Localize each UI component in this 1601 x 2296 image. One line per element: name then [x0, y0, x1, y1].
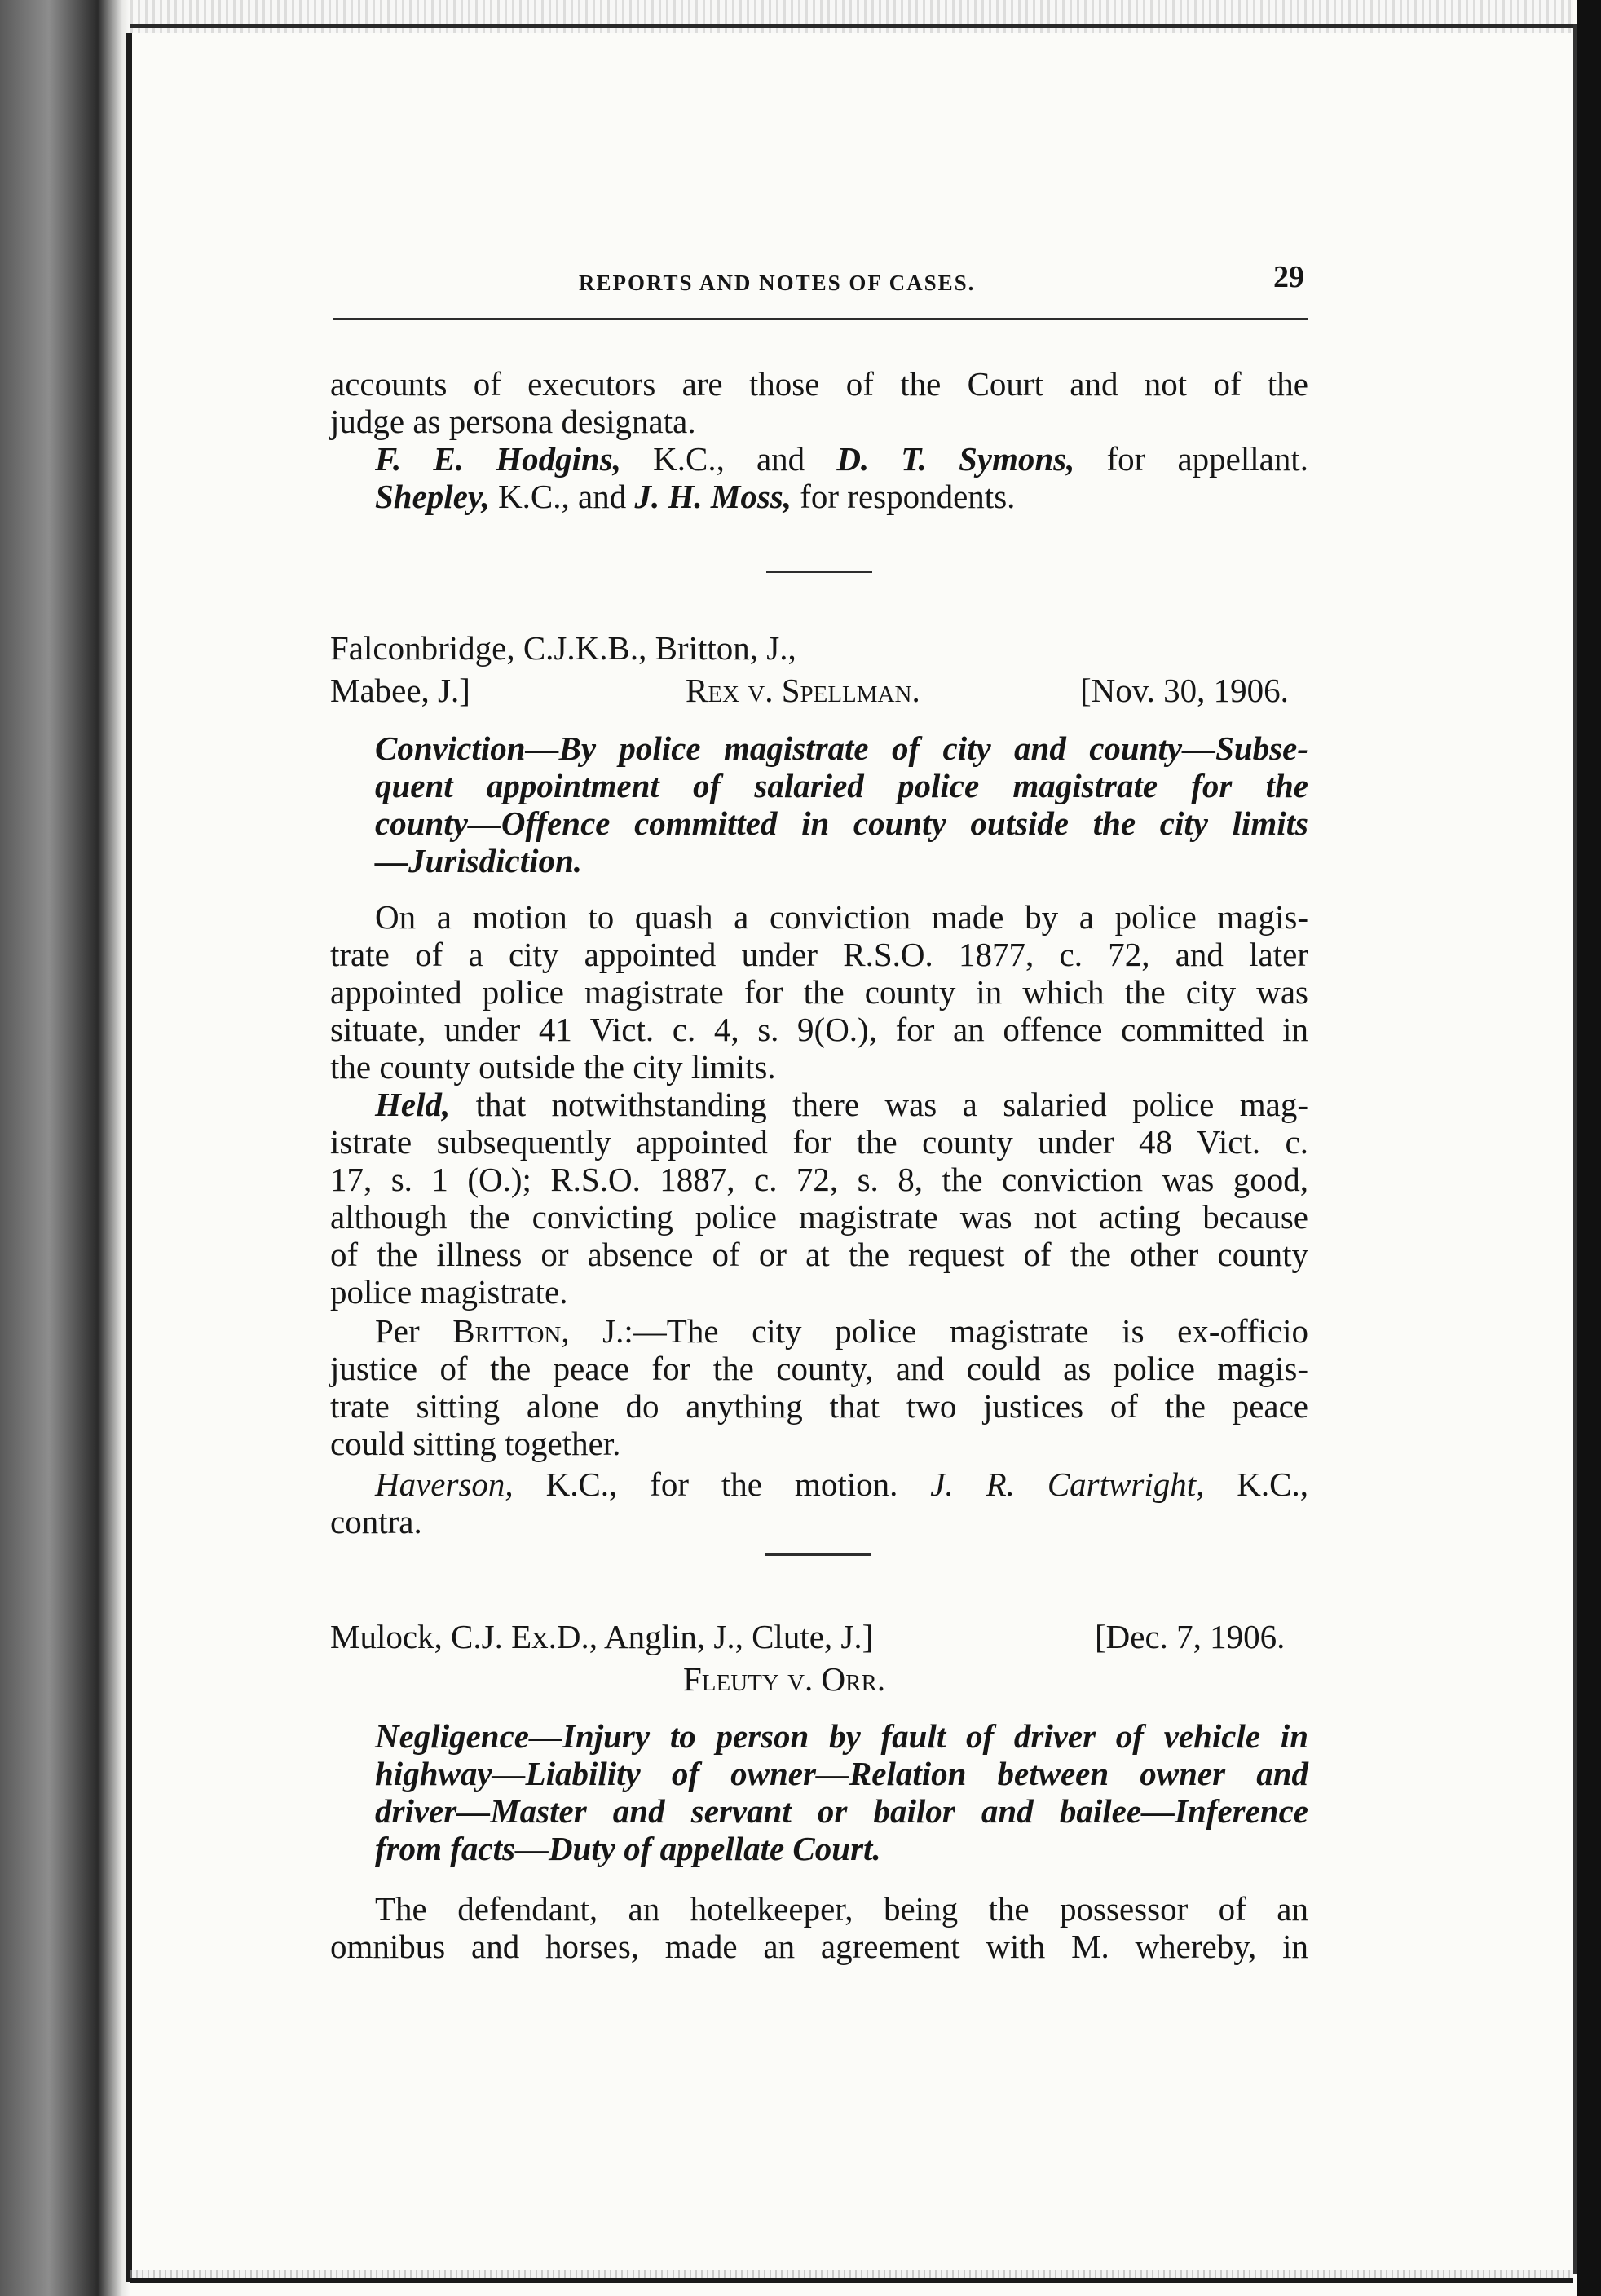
text-line: police magistrate. — [330, 1273, 568, 1311]
case-separator-rule — [765, 1553, 871, 1556]
text-line: omnibus and horses, made an agreement with M. whereby, in — [330, 1928, 1308, 1965]
counsel-name: Shepley, — [375, 478, 490, 515]
running-head: REPORTS AND NOTES OF CASES. — [579, 271, 976, 295]
counsel-line — [375, 478, 1308, 515]
scan-left-edge — [0, 0, 130, 2296]
counsel-line — [375, 1465, 1308, 1503]
text-line: situate, under 41 Vict. c. 4, s. 9(O.), for an offence committed in — [330, 1011, 1308, 1048]
text-span: that notwithstanding there was a salaried police mag- — [450, 1086, 1308, 1123]
counsel-name: J. H. Moss, — [634, 478, 792, 515]
text-line: could sitting together. — [330, 1425, 621, 1462]
headnote-line: —Jurisdiction. — [375, 842, 583, 879]
case-title: Fleuty v. Orr. — [683, 1660, 886, 1698]
scan-bottom-edge — [130, 2270, 1573, 2278]
text-span: K.C., and — [489, 478, 635, 515]
judges-line: Mulock, C.J. Ex.D., Anglin, J., Clute, J.] — [330, 1618, 874, 1655]
text-line: The defendant, an hotelkeeper, being the possessor of an — [375, 1890, 1308, 1928]
text-span: for appellant. — [1074, 440, 1308, 478]
text-span: for respondents. — [792, 478, 1016, 515]
text-line: of the illness or absence of or at the request of the other county — [330, 1236, 1308, 1273]
judges-line: Mabee, J.] — [330, 672, 470, 709]
counsel-name: F. E. Hodgins, — [375, 440, 621, 478]
text-line: 17, s. 1 (O.); R.S.O. 1887, c. 72, s. 8, the conviction was good, — [330, 1161, 1308, 1198]
held-word: Held, — [375, 1086, 451, 1123]
per-line — [375, 1312, 1308, 1350]
text-span: K.C., — [1204, 1465, 1308, 1503]
text-line: justice of the peace for the county, and could as police magis- — [330, 1350, 1308, 1387]
text-line: accounts of executors are those of the Court and not of the — [330, 365, 1308, 403]
judges-line: Falconbridge, C.J.K.B., Britton, J., — [330, 629, 796, 667]
judge-name: Britton — [452, 1312, 562, 1350]
text-line: istrate subsequently appointed for the county under 48 Vict. c. — [330, 1123, 1308, 1161]
case-separator-rule — [766, 571, 872, 573]
scan-bottom-border — [130, 2278, 1573, 2283]
scan-left-border — [126, 33, 132, 2282]
counsel-line — [375, 440, 1308, 478]
headnote-line: quent appointment of salaried police magistrate for the — [375, 767, 1308, 804]
scan-right-border — [1573, 24, 1577, 2274]
headnote-line: driver—Master and servant or bailor and bailee—Inference — [375, 1792, 1308, 1830]
text-line: trate sitting alone do anything that two justices of the peace — [330, 1387, 1308, 1425]
text-line: On a motion to quash a conviction made by a police magis- — [375, 898, 1308, 936]
headnote-line: from facts—Duty of appellate Court. — [375, 1830, 881, 1867]
headnote-line: Conviction—By police magistrate of city and county—Subse- — [375, 729, 1308, 767]
text-span: , J.:—The city police magistrate is ex-officio — [561, 1312, 1308, 1350]
text-line: judge as persona designata. — [330, 403, 696, 440]
held-line — [375, 1086, 1308, 1123]
header-rule — [333, 318, 1308, 320]
counsel-name: J. R. Cartwright, — [930, 1465, 1205, 1503]
text-line: trate of a city appointed under R.S.O. 1877, c. 72, and later — [330, 936, 1308, 973]
counsel-name: Haverson, — [375, 1465, 514, 1503]
page-number: 29 — [1273, 260, 1304, 294]
scan-right-edge — [1577, 0, 1601, 2296]
headnote-line: county—Offence committed in county outside the city limits — [375, 804, 1308, 842]
text-line: the county outside the city limits. — [330, 1048, 776, 1086]
text-line: contra. — [330, 1503, 422, 1540]
text-span: Per — [375, 1312, 453, 1350]
text-span: K.C., and — [620, 440, 837, 478]
scan-top-edge — [130, 0, 1573, 33]
case-date: [Nov. 30, 1906. — [1080, 672, 1289, 709]
text-line: although the convicting police magistrate was not acting because — [330, 1198, 1308, 1236]
case-date: [Dec. 7, 1906. — [1095, 1618, 1286, 1655]
text-span: K.C., for the motion. — [513, 1465, 931, 1503]
counsel-name: D. T. Symons, — [836, 440, 1075, 478]
scan-top-border — [130, 24, 1573, 28]
text-line: appointed police magistrate for the county in which the city was — [330, 973, 1308, 1011]
headnote-line: Negligence—Injury to person by fault of driver of vehicle in — [375, 1717, 1308, 1755]
case-title: Rex v. Spellman. — [686, 672, 920, 709]
headnote-line: highway—Liability of owner—Relation between owner and — [375, 1755, 1308, 1792]
